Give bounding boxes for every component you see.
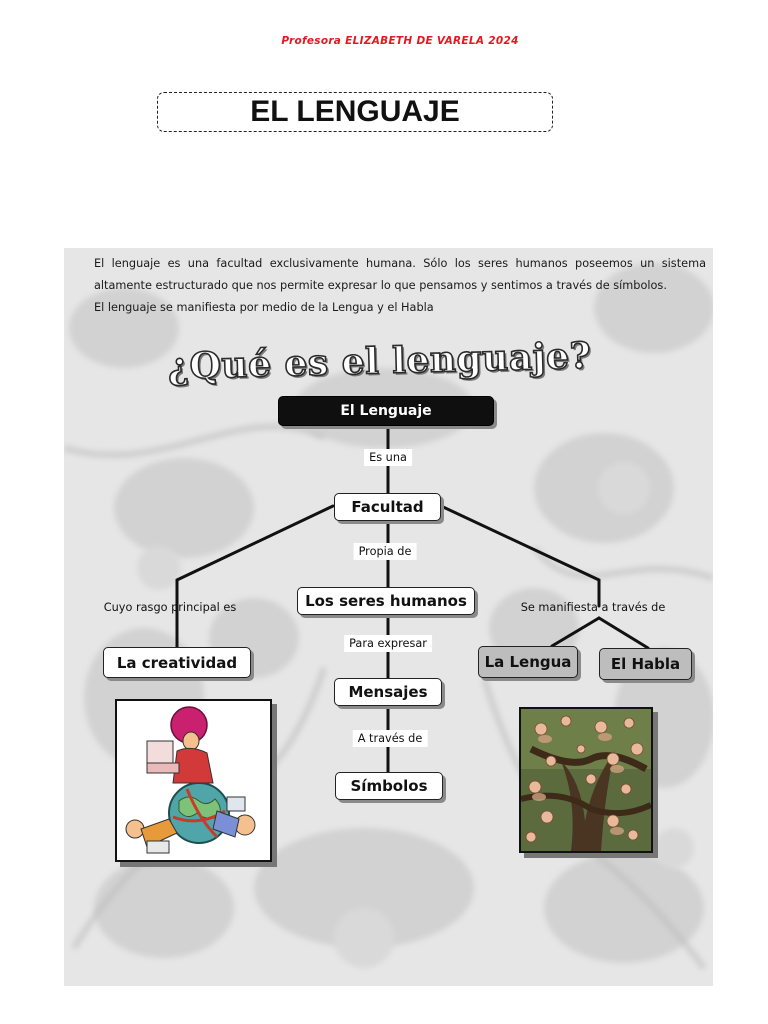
- node-facultad: Facultad: [334, 493, 441, 521]
- tree-icon: [521, 709, 651, 851]
- concept-map-heading: ¿Qué es el lenguaje?: [167, 334, 592, 388]
- link-es-una: Es una: [364, 449, 412, 466]
- intro-paragraph-2: El lenguaje se manifiesta por medio de la Lengua y el Habla: [94, 301, 434, 314]
- intro-paragraph-1: El lenguaje es una facultad exclusivamente humana. Sólo los seres humanos poseemos un sistema altamente estructurado que nos permite expresar lo que pensamos y sentimos a través de símbolos.: [94, 257, 706, 292]
- creativity-illustration: [115, 699, 272, 862]
- globe-figures-icon: [117, 701, 270, 860]
- author-header: Profesora ELIZABETH DE VARELA 2024: [281, 35, 519, 47]
- node-el-lenguaje: El Lenguaje: [278, 396, 494, 426]
- tree-babies-illustration: [519, 707, 653, 853]
- node-creatividad: La creatividad: [103, 647, 251, 678]
- link-propia-de: Propia de: [354, 543, 417, 560]
- node-la-lengua: La Lengua: [478, 646, 578, 678]
- link-cuyo-rasgo: Cuyo rasgo principal es: [103, 601, 237, 614]
- link-a-traves-de: A través de: [353, 730, 428, 747]
- link-se-manifiesta: Se manifiesta a través de: [520, 601, 666, 614]
- node-el-habla: El Habla: [599, 648, 692, 680]
- page-title-text: EL LENGUAJE: [250, 95, 460, 128]
- link-para-expresar: Para expresar: [344, 635, 432, 652]
- node-mensajes: Mensajes: [334, 678, 442, 706]
- node-simbolos: Símbolos: [335, 772, 443, 800]
- node-seres-humanos: Los seres humanos: [297, 587, 475, 615]
